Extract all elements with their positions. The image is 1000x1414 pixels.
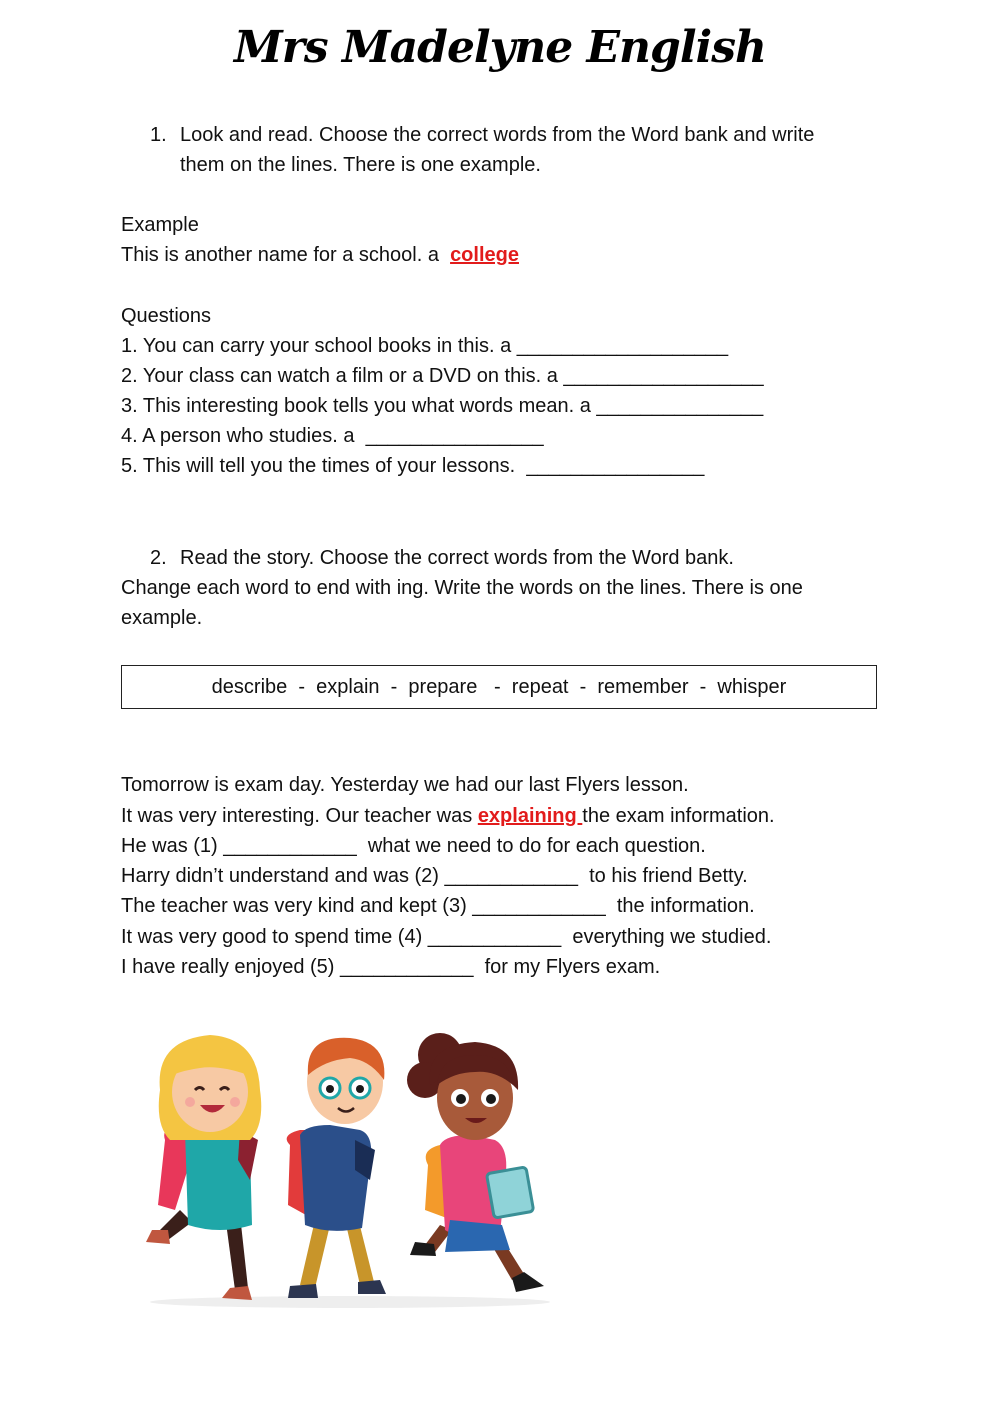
- section1-instruction-text1: Look and read. Choose the correct words from the Word bank and write: [180, 124, 815, 146]
- story-line-3: The teacher was very kind and kept (3) ____________ the information.: [121, 895, 755, 917]
- question-2: 2. Your class can watch a film or a DVD on this. a __________________: [121, 365, 764, 387]
- child-curly-girl: [407, 1033, 544, 1292]
- story-line-4: It was very good to spend time (4) ____________ everything we studied.: [121, 926, 772, 948]
- questions-heading: Questions: [121, 305, 212, 327]
- story-line-5: I have really enjoyed (5) ____________ for my Flyers exam.: [121, 956, 661, 978]
- story-line-1: He was (1) ____________ what we need to do for each question.: [121, 835, 706, 857]
- child-boy: [287, 1038, 386, 1298]
- story-example-line: [121, 801, 775, 831]
- section2-instruction-line1: [150, 543, 734, 573]
- section2-instruction-line2: Change each word to end with ing. Write the words on the lines. There is one: [121, 577, 803, 599]
- example-line: [121, 240, 519, 270]
- example-heading: Example: [121, 214, 199, 236]
- page-title: Mrs Madelyne English: [233, 22, 767, 73]
- section1-instruction-line1: [150, 120, 814, 150]
- word-bank-box: [121, 665, 877, 709]
- story-example-answer: explaining: [477, 805, 583, 827]
- word-bank-words: describe - explain - prepare - repeat - remember - whisper: [211, 675, 787, 698]
- section2-instruction-text1: Read the story. Choose the correct words from the Word bank.: [180, 547, 734, 569]
- children-illustration: [140, 1030, 560, 1315]
- story-line-0: Tomorrow is exam day. Yesterday we had our last Flyers lesson.: [121, 774, 689, 796]
- question-3: 3. This interesting book tells you what words mean. a _______________: [121, 395, 764, 417]
- section1-number: 1.: [150, 124, 167, 146]
- section2-number: 2.: [150, 547, 167, 569]
- question-5: 5. This will tell you the times of your lessons. ________________: [121, 455, 705, 477]
- child-blonde-girl: [146, 1035, 261, 1300]
- question-1: 1. You can carry your school books in this. a ___________________: [121, 335, 729, 357]
- example-answer: college: [450, 244, 519, 266]
- question-4: 4. A person who studies. a ________________: [121, 425, 544, 447]
- section1-instruction-line2: them on the lines. There is one example.: [180, 154, 541, 176]
- example-text: This is another name for a school. a: [121, 244, 451, 266]
- story-line-2: Harry didn’t understand and was (2) ____________ to his friend Betty.: [121, 865, 748, 887]
- story-example-before: It was very interesting. Our teacher was: [121, 805, 478, 827]
- section2-instruction-line3: example.: [121, 607, 203, 629]
- story-example-after: the exam information.: [582, 805, 775, 827]
